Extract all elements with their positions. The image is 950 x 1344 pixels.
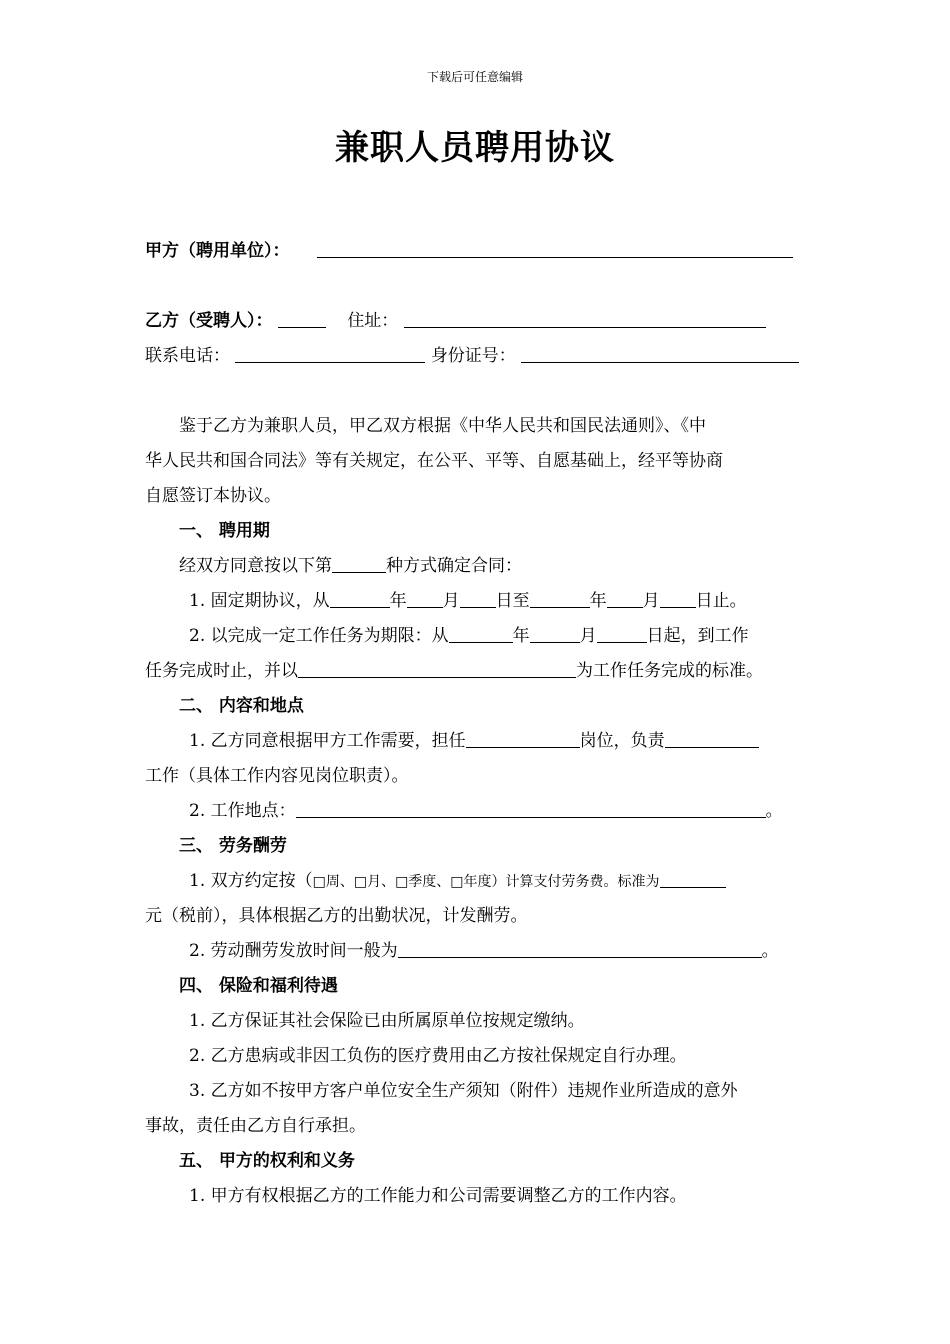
s1-item2-l2-text-a: 任务完成时止，并以 xyxy=(145,661,298,681)
section-2-heading: 二、 内容和地点 xyxy=(179,696,304,716)
phone-label: 联系电话： xyxy=(145,346,230,366)
s2-location-blank[interactable] xyxy=(296,796,766,818)
s4-item-3: 3. 乙方如不按甲方客户单位安全生产须知（附件）违规作业所造成的意外 xyxy=(189,1081,738,1101)
s2-item-1-line-2: 工作（具体工作内容见岗位职责）。 xyxy=(145,766,409,786)
s1-item2-day-label: 日起，到工作 xyxy=(646,626,749,646)
s1-item2-year-label: 年 xyxy=(512,626,530,646)
s5-item-1: 1. 甲方有权根据乙方的工作能力和公司需要调整乙方的工作内容。 xyxy=(189,1186,687,1206)
party-a-label: 甲方（聘用单位）： xyxy=(145,241,290,261)
s3-item-1 xyxy=(145,864,805,899)
s1-item-1 xyxy=(145,584,805,619)
phone-blank[interactable] xyxy=(235,341,425,363)
s3-standard-blank[interactable] xyxy=(660,866,726,888)
s3-item1-text: 1. 双方约定按（ xyxy=(189,871,313,891)
s1-para xyxy=(145,549,805,584)
s3-item2-end: 。 xyxy=(761,941,779,961)
s3-item2-text: 2. 劳动酬劳发放时间一般为 xyxy=(189,941,398,961)
s1-method-blank[interactable] xyxy=(332,551,386,573)
intro-line-3: 自愿签订本协议。 xyxy=(145,486,281,506)
s1-item2-month-label: 月 xyxy=(579,626,597,646)
party-b-label: 乙方（受聘人）： xyxy=(145,311,273,331)
s2-item2-text: 2. 工作地点： xyxy=(189,801,296,821)
s1-item1-end: 日止。 xyxy=(695,591,747,611)
s2-position-blank[interactable] xyxy=(466,726,580,748)
s1-item-2 xyxy=(145,619,805,654)
s4-item-3-line-2: 事故，责任由乙方自行承担。 xyxy=(145,1116,366,1136)
s1-item1-year2-label: 年 xyxy=(589,591,607,611)
s3-item-2 xyxy=(145,934,805,969)
intro-line-1: 鉴于乙方为兼职人员，甲乙双方根据《中华人民共和国民法通则》、《中 xyxy=(179,416,706,436)
id-label: 身份证号： xyxy=(430,346,516,366)
s1-item2-year-blank[interactable] xyxy=(449,621,513,643)
section-1-heading: 一、 聘用期 xyxy=(179,521,270,541)
s2-item-2 xyxy=(145,794,805,829)
s1-item1-text: 1. 固定期协议，从 xyxy=(189,591,330,611)
s1-para-text-a: 经双方同意按以下第 xyxy=(179,556,332,576)
s1-item1-month2-label: 月 xyxy=(642,591,660,611)
s3-item-1-line-2: 元（税前），具体根据乙方的出勤状况，计发酬劳。 xyxy=(145,906,528,926)
s1-item2-text: 2. 以完成一定工作任务为期限：从 xyxy=(189,626,449,646)
s2-item-1 xyxy=(145,724,805,759)
s1-item1-day-label: 日至 xyxy=(495,591,530,611)
address-blank[interactable] xyxy=(404,306,766,328)
s1-item-2-line-2 xyxy=(145,654,805,689)
s1-item1-year2-blank[interactable] xyxy=(530,586,590,608)
party-a-line xyxy=(145,234,805,269)
s1-item1-month2-blank[interactable] xyxy=(607,586,643,608)
s1-item1-year-blank[interactable] xyxy=(330,586,390,608)
s1-item1-month-label: 月 xyxy=(442,591,460,611)
s4-item-1: 1. 乙方保证其社会保险已由所属原单位按规定缴纳。 xyxy=(189,1011,585,1031)
s2-item1-text-a: 1. 乙方同意根据甲方工作需要，担任 xyxy=(189,731,466,751)
party-b-name-blank[interactable] xyxy=(278,306,326,328)
s1-item1-day2-blank[interactable] xyxy=(660,586,696,608)
s1-item2-month-blank[interactable] xyxy=(530,621,580,643)
header-note: 下载后可任意编辑 xyxy=(426,70,523,84)
section-5-heading: 五、 甲方的权利和义务 xyxy=(179,1151,355,1171)
s1-item2-l2-text-b: 为工作任务完成的标准。 xyxy=(576,661,763,681)
s1-item1-month-blank[interactable] xyxy=(407,586,443,608)
section-3-heading: 三、 劳务酬劳 xyxy=(179,836,287,856)
s2-duty-blank[interactable] xyxy=(665,726,759,748)
id-blank[interactable] xyxy=(521,341,799,363)
party-b-line xyxy=(145,304,805,339)
s1-item1-year-label: 年 xyxy=(389,591,407,611)
s1-item2-day-blank[interactable] xyxy=(597,621,647,643)
s4-item-2: 2. 乙方患病或非因工负伤的医疗费用由乙方按社保规定自行办理。 xyxy=(189,1046,687,1066)
s1-item2-standard-blank[interactable] xyxy=(298,656,576,678)
s1-para-text-b: 种方式确定合同： xyxy=(386,556,522,576)
document-title: 兼职人员聘用协议 xyxy=(335,128,615,168)
contact-line xyxy=(145,339,805,374)
intro-line-2: 华人民共和国合同法》等有关规定，在公平、平等、自愿基础上，经平等协商 xyxy=(145,451,723,471)
s2-item2-end: 。 xyxy=(765,801,783,821)
s1-item1-day-blank[interactable] xyxy=(460,586,496,608)
address-label: 住址： xyxy=(347,311,399,331)
section-4-heading: 四、 保险和福利待遇 xyxy=(179,976,338,996)
s3-period-options[interactable]: □周、□月、□季度、□年度）计算支付劳务费。标准为 xyxy=(312,874,660,890)
s3-pay-time-blank[interactable] xyxy=(398,936,762,958)
s2-item1-text-b: 岗位，负责 xyxy=(579,731,665,751)
party-a-blank[interactable] xyxy=(317,236,793,258)
